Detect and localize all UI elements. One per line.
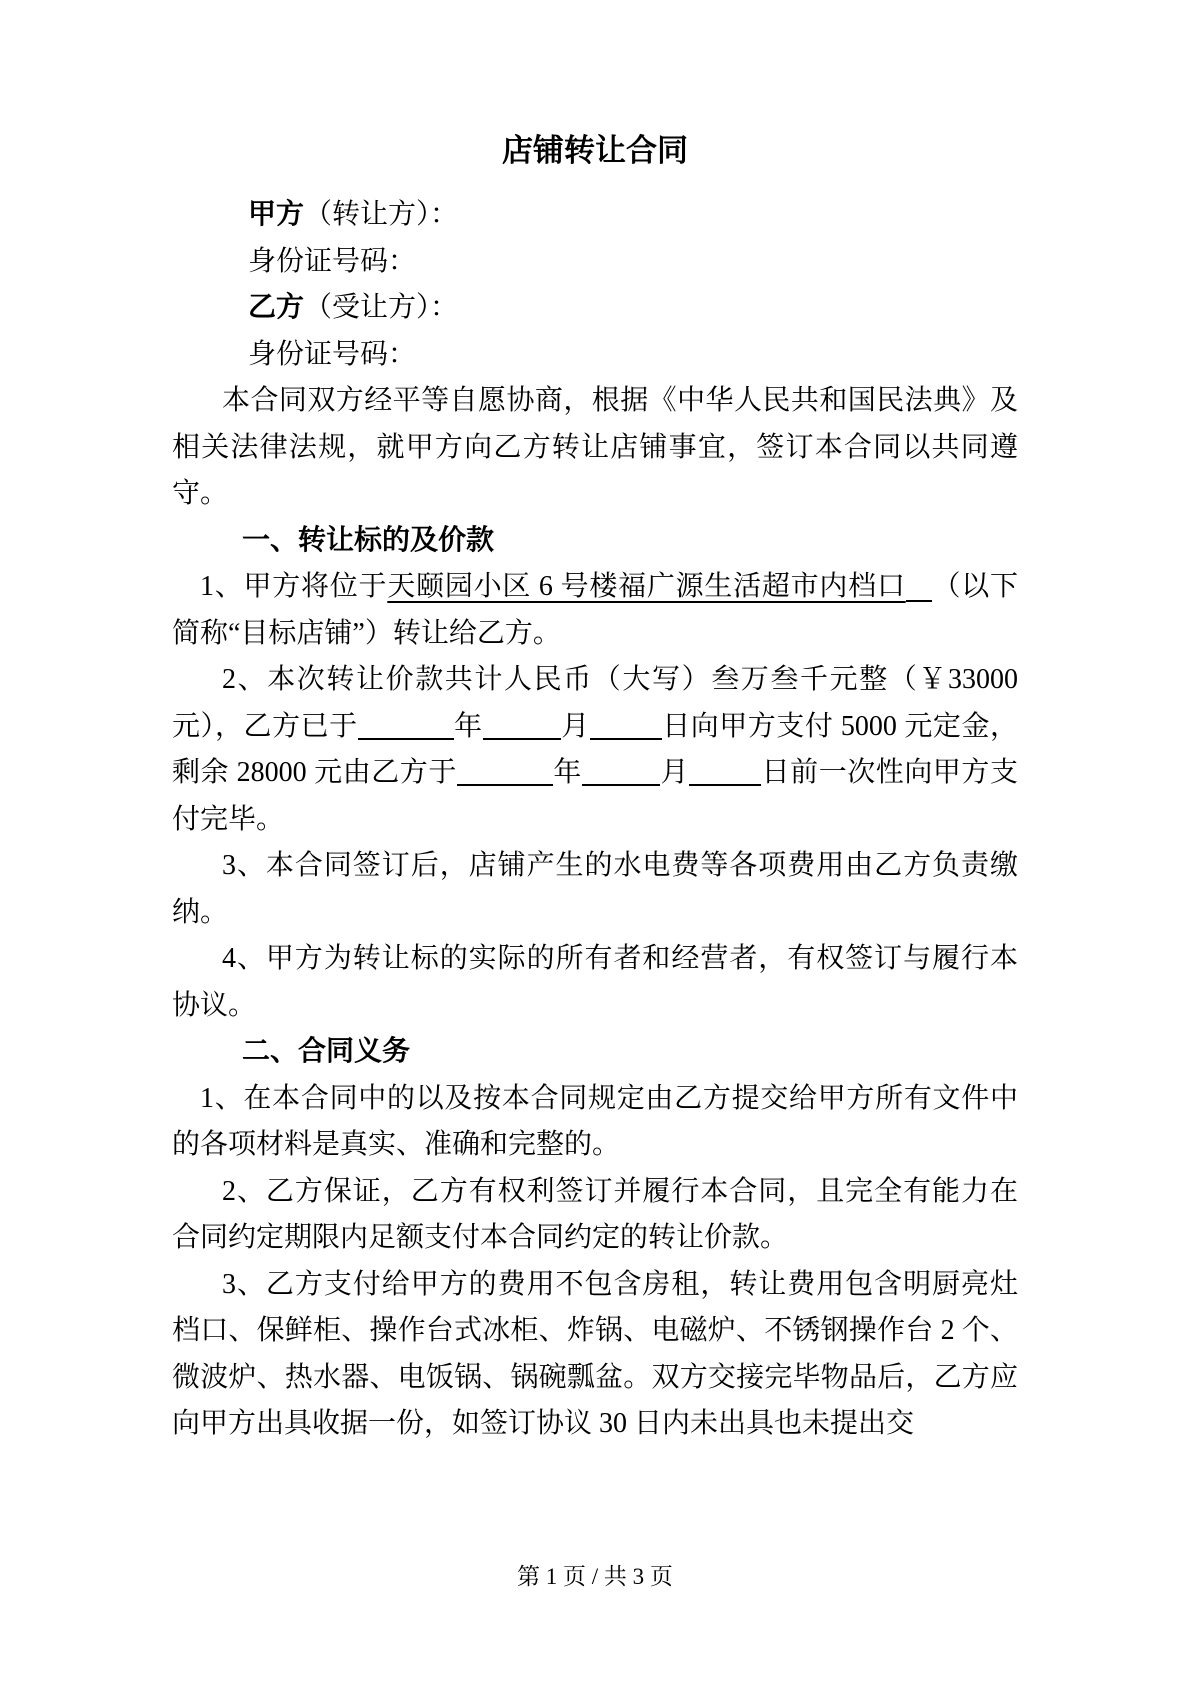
party-b-id-line: 身份证号码： <box>248 338 417 370</box>
section-1-item-3: 3、本合同签订后，店铺产生的水电费等各项费用由乙方负责缴纳。 <box>172 850 1018 928</box>
section-2-item-2: 2、乙方保证，乙方有权利签订并履行本合同，且完全有能力在合同约定期限内足额支付本合同约定的转让价款。 <box>172 1175 1018 1253</box>
blank-year-2 <box>457 784 553 786</box>
blank-month-1 <box>483 738 561 740</box>
section-1-heading: 一、转让标的及价款 <box>242 524 495 556</box>
item-1-suffix: （以下简称“目标店铺”）转让给乙方。 <box>172 571 1018 649</box>
page-number-footer: 第 1 页 / 共 3 页 <box>517 1564 673 1589</box>
party-a-id-line: 身份证号码： <box>248 245 417 277</box>
party-b-role: （受让方）： <box>304 292 459 323</box>
item-2-text-2: 日向甲方支付 5000 元定金，剩余 28000 元由乙方于 <box>172 710 1018 788</box>
underline-spacer <box>906 600 932 602</box>
section-2-item-1: 1、在本合同中的以及按本合同规定由乙方提交给甲方所有文件中的各项材料是真实、准确和完整的。 <box>172 1082 1018 1160</box>
unit-year-2: 年 <box>552 757 582 788</box>
item-2-text-1: 2、本次转让价款共计人民币（大写）叁万叁千元整（￥33000元），乙方已于 <box>172 664 1018 742</box>
document-body <box>172 192 1018 1448</box>
unit-year-1: 年 <box>453 710 483 742</box>
document-title: 店铺转让合同 <box>502 133 688 168</box>
section-2-heading: 二、合同义务 <box>242 1036 411 1067</box>
item-2-text-3: 日前一次性向甲方支付完毕。 <box>172 757 1018 835</box>
item-1-prefix: 1、甲方将位于 <box>200 571 388 602</box>
party-a-line <box>172 192 1018 239</box>
section-2-item-3: 3、乙方支付给甲方的费用不包含房租，转让费用包含明厨亮灶档口、保鲜柜、操作台式冰柜、炸锅、电磁炉、不锈钢操作台 2 个、 微波炉、热水器、电饭锅、锅碗瓢盆。双方交接完毕物品后，乙方应向甲方出具收据一份，如签订协议 30 日内未出具也未提出交 <box>172 1268 1018 1439</box>
section-1-item-4: 4、甲方为转让标的实际的所有者和经营者，有权签订与履行本协议。 <box>172 943 1018 1021</box>
party-a-role: （转让方）： <box>304 199 459 230</box>
blank-year-1 <box>358 738 454 740</box>
unit-month-1: 月 <box>560 710 590 742</box>
party-b-label: 乙方 <box>248 292 305 323</box>
shop-location-underlined: 天颐园小区 6 号楼福广源生活超市内档口 <box>387 571 906 602</box>
section-1-item-1 <box>172 564 1018 657</box>
section-1-item-2 <box>172 657 1018 843</box>
blank-day-1 <box>590 738 662 740</box>
party-a-label: 甲方 <box>248 199 305 230</box>
blank-month-2 <box>582 784 660 786</box>
blank-day-2 <box>689 784 761 786</box>
preamble-paragraph: 本合同双方经平等自愿协商，根据《中华人民共和国民法典》及相关法律法规，就甲方向乙方转让店铺事宜，签订本合同以共同遵守。 <box>172 385 1018 509</box>
party-b-line <box>172 285 1018 332</box>
unit-month-2: 月 <box>659 757 690 788</box>
